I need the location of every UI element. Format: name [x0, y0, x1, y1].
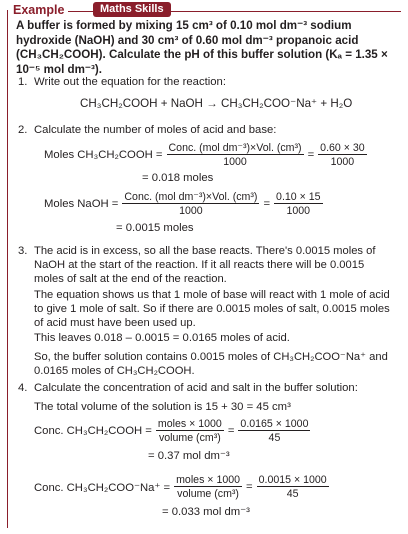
step-3-summary: So, the buffer solution contains 0.0015 moles of CH₃CH₂COO⁻Na⁺ and 0.0165 moles of CH₃CH₂COOH. — [34, 351, 388, 377]
conc-salt-row: Conc. CH₃CH₂COO⁻Na⁺ = $\frac{\text{moles × 1000}}{\text{volume (cm³)}}$ = $\frac{0.0015 \times 1000}{45}$ — [34, 474, 327, 500]
moles-base-fraction — [122, 191, 259, 217]
total-volume-text: The total volume of the solution is 15 + 30 = 45 cm³ — [34, 401, 291, 413]
reaction-equation: CH₃CH₂COOH + NaOH → CH₃CH₂COO⁻Na⁺ + H₂O — [80, 97, 353, 110]
fraction-numerator: 0.0165 × 1000 — [240, 418, 309, 430]
moles-acid-label: Moles CH₃CH₂COOH = — [44, 149, 163, 161]
fraction-numerator: moles × 1000 — [157, 418, 222, 430]
step-2-number: 2. — [18, 124, 28, 136]
moles-acid-fraction — [167, 142, 304, 168]
fraction-numerator: 0.0015 × 1000 — [258, 474, 327, 486]
conc-acid-result: = 0.37 mol dm⁻³ — [148, 450, 230, 462]
conc-salt-values — [257, 474, 329, 500]
conc-salt-fraction — [174, 474, 242, 500]
conc-acid-values — [238, 418, 310, 444]
fraction-denominator: 1000 — [330, 156, 355, 168]
step-4-text: Calculate the concentration of acid and salt in the buffer solution: — [34, 382, 358, 394]
step-4-number: 4. — [18, 382, 28, 394]
moles-base-row: Moles NaOH = $\frac{\text{Conc. (mol dm⁻³)×Vol. (cm³)}}{1000}$ = $\frac{0.10 \times 15}{1000}$ — [44, 191, 321, 217]
step-2-text: Calculate the number of moles of acid and base: — [34, 124, 277, 136]
conc-salt-result: = 0.033 mol dm⁻³ — [162, 506, 250, 518]
moles-base-label: Moles NaOH = — [44, 198, 119, 210]
step-3-number: 3. — [18, 245, 28, 257]
fraction-numerator: 0.60 × 30 — [320, 142, 365, 154]
fraction-numerator: Conc. (mol dm⁻³)×Vol. (cm³) — [168, 142, 302, 154]
moles-acid-result: = 0.018 moles — [142, 172, 214, 184]
conc-salt-label: Conc. CH₃CH₂COO⁻Na⁺ = — [34, 481, 171, 494]
step-1-text: Write out the equation for the reaction: — [34, 76, 226, 88]
moles-acid-row: Moles CH₃CH₂COOH = $\frac{\text{Conc. (mol dm⁻³)×Vol. (cm³)}}{1000}$ = $\frac{0.60 \times 30}{1000}$ — [44, 142, 365, 168]
fraction-denominator: 1000 — [286, 205, 311, 217]
example-label: Example — [13, 3, 68, 17]
question-text: A buffer is formed by mixing 15 cm³ of 0.10 mol dm⁻³ sodium hydroxide (NaOH) and 30 cm³ of 0.60 mol dm⁻³ propanoic acid (CH₃CH₂COOH). Calculate the pH of this buffer solution (Kₐ = 1.35 × 10⁻⁵ mol dm⁻³). — [16, 19, 388, 76]
step-3-text: The acid is in excess, so all the base reacts. There's 0.0015 moles of NaOH at the start of the reaction. If it all reacts there will be 0.0015 moles of salt at the end of the reaction. — [34, 245, 376, 285]
maths-skills-tag: Maths Skills — [93, 2, 171, 17]
moles-base-values — [274, 191, 322, 217]
fraction-numerator: moles × 1000 — [176, 474, 241, 486]
step-3-remaining-acid: This leaves 0.018 – 0.0015 = 0.0165 moles of acid. — [34, 332, 290, 344]
conc-acid-row: Conc. CH₃CH₂COOH = $\frac{\text{moles × 1000}}{\text{volume (cm³)}}$ = $\frac{0.0165 \times 1000}{45}$ — [34, 418, 309, 444]
moles-base-result: = 0.0015 moles — [116, 222, 194, 234]
fraction-numerator: 0.10 × 15 — [276, 191, 321, 203]
fraction-denominator: 45 — [268, 432, 281, 444]
fraction-numerator: Conc. (mol dm⁻³)×Vol. (cm³) — [124, 191, 258, 203]
step-1-number: 1. — [18, 76, 28, 88]
fraction-denominator: 45 — [286, 488, 299, 500]
fraction-denominator: 1000 — [223, 156, 247, 168]
moles-acid-values — [318, 142, 366, 168]
step-3-reasoning: The equation shows us that 1 mole of base will react with 1 mole of acid to give 1 mole of salt. So if there are 0.0015 moles of salt, 0.0015 moles of acid must have been used up. — [34, 289, 390, 329]
conc-acid-label: Conc. CH₃CH₂COOH = — [34, 425, 152, 437]
fraction-denominator: volume (cm³) — [158, 432, 221, 444]
fraction-denominator: 1000 — [179, 205, 203, 217]
fraction-denominator: volume (cm³) — [177, 488, 239, 500]
conc-acid-fraction — [156, 418, 224, 444]
